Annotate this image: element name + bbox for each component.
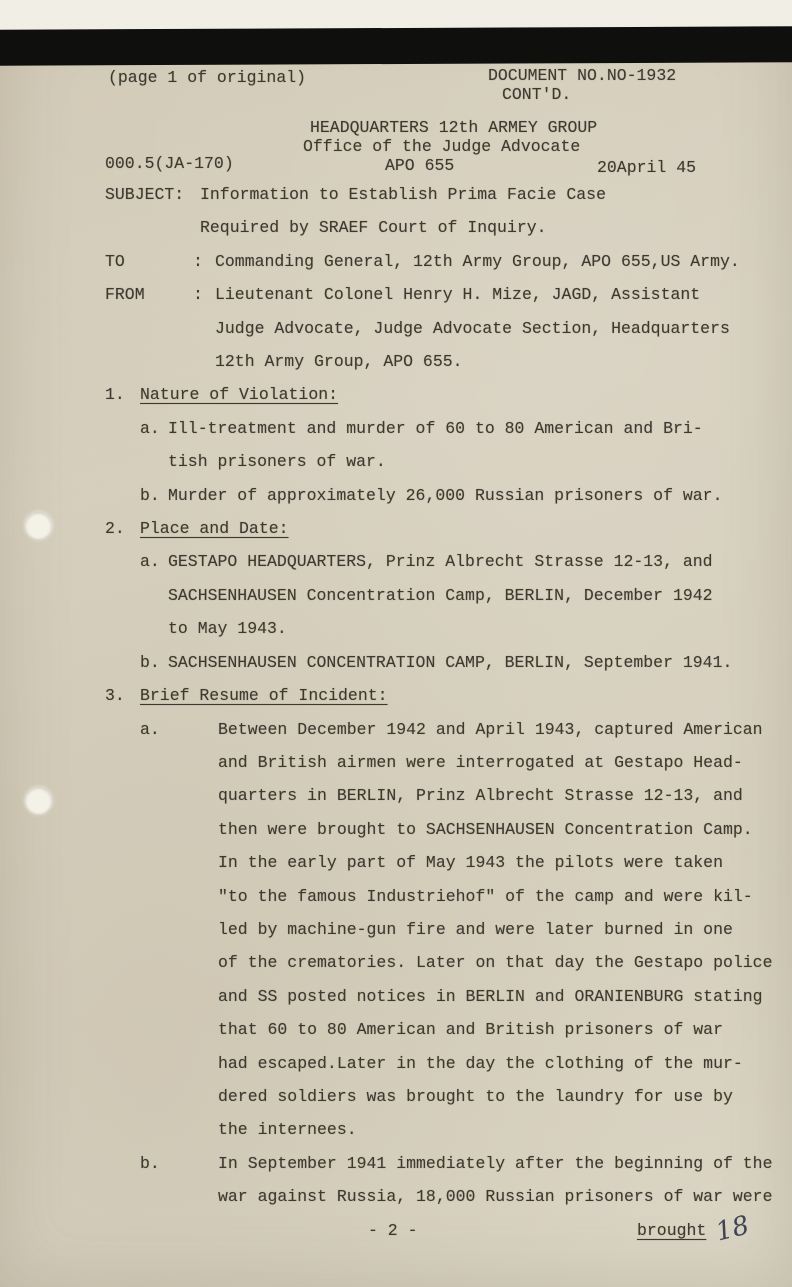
letterhead-apo: APO 655 [385, 156, 455, 175]
section-heading [105, 378, 777, 411]
hole-punch [25, 787, 52, 814]
to-separator: : [193, 251, 203, 271]
page-note: (page 1 of original) [108, 68, 307, 87]
handwritten-note: 18 [712, 1210, 753, 1248]
subject-text [200, 178, 606, 245]
document-contd: CONT'D. [502, 85, 572, 104]
to-value: Commanding General, 12th Army Group, APO 655,US Army. [215, 251, 740, 271]
to-label: TO [105, 251, 125, 271]
text-line: and SS posted notices in BERLIN and ORANIENBURG stating [218, 986, 763, 1006]
text-line: dered soldiers was brought to the laundry for use by [218, 1086, 733, 1106]
item-label: b. [140, 485, 160, 505]
section-heading [105, 512, 777, 545]
from-label: FROM [105, 285, 145, 305]
section-number: 1. [105, 385, 125, 405]
text-line: led by machine-gun fire and were later burned in one [218, 919, 733, 939]
section-title: Brief Resume of Incident: [140, 686, 388, 706]
item-label: b. [140, 652, 160, 672]
from-line: Lieutenant Colonel Henry H. Mize, JAGD, Assistant [215, 285, 701, 305]
text-line: then were brought to SACHSENHAUSEN Concentration Camp. [218, 819, 753, 839]
text-line: of the crematories. Later on that day the Gestapo police [218, 953, 773, 973]
section-title: Nature of Violation: [140, 385, 339, 405]
from-separator: : [193, 285, 203, 305]
list-item [140, 479, 777, 512]
text-line: SACHSENHAUSEN Concentration Camp, BERLIN, December 1942 [168, 585, 713, 605]
letterhead-org: HEADQUARTERS 12th ARMEY GROUP [310, 118, 598, 137]
from-text [215, 278, 730, 378]
text-line: Between December 1942 and April 1943, captured American [218, 719, 763, 739]
text-line: Ill-treatment and murder of 60 to 80 American and Bri- [168, 418, 703, 438]
document-number: DOCUMENT NO.NO-1932 [488, 66, 677, 85]
from-line: Judge Advocate, Judge Advocate Section, Headquarters [215, 318, 730, 338]
item-text [218, 1147, 773, 1214]
text-line: Murder of approximately 26,000 Russian prisoners of war. [168, 485, 723, 505]
from-line: 12th Army Group, APO 655. [215, 352, 463, 372]
section-number: 2. [105, 519, 125, 539]
item-label: a. [140, 552, 160, 572]
subject-row [105, 178, 777, 245]
page-number: - 2 - [368, 1221, 418, 1240]
text-line: GESTAPO HEADQUARTERS, Prinz Albrecht Strasse 12-13, and [168, 552, 713, 572]
item-label: a. [140, 418, 160, 438]
text-line: SACHSENHAUSEN CONCENTRATION CAMP, BERLIN, September 1941. [168, 652, 733, 672]
list-item [140, 646, 777, 679]
document-body [105, 178, 777, 1214]
section-heading [105, 679, 777, 712]
subject-label: SUBJECT: [105, 185, 185, 204]
file-reference: 000.5(JA-170) [105, 154, 234, 173]
text-line: "to the famous Industriehof" of the camp and were kil- [218, 886, 753, 906]
text-line: to May 1943. [168, 619, 287, 639]
catchword: brought [637, 1221, 707, 1240]
scan-edge [0, 26, 792, 66]
from-row [105, 278, 777, 378]
item-label: b. [140, 1153, 160, 1173]
text-line: In the early part of May 1943 the pilots were taken [218, 853, 723, 873]
text-line: war against Russia, 18,000 Russian prisoners of war were [218, 1187, 773, 1207]
list-item [140, 713, 777, 1147]
subject-line: Required by SRAEF Court of Inquiry. [200, 218, 547, 238]
text-line: that 60 to 80 American and British prisoners of war [218, 1020, 723, 1040]
list-item [140, 1147, 777, 1214]
section-number: 3. [105, 686, 125, 706]
text-line: and British airmen were interrogated at Gestapo Head- [218, 752, 743, 772]
scan-background-strip [0, 0, 792, 30]
item-label: a. [140, 719, 160, 739]
text-line: In September 1941 immediately after the beginning of the [218, 1153, 773, 1173]
item-text [168, 545, 713, 645]
text-line: the internees. [218, 1120, 357, 1140]
section-title: Place and Date: [140, 519, 289, 539]
document-date: 20April 45 [597, 158, 697, 177]
text-line: quarters in BERLIN, Prinz Albrecht Strasse 12-13, and [218, 786, 743, 806]
list-item [140, 545, 777, 645]
list-item [140, 412, 777, 479]
item-text [168, 412, 703, 479]
letterhead [303, 118, 597, 175]
letterhead-office: Office of the Judge Advocate [303, 137, 581, 156]
item-text [168, 479, 723, 512]
text-line: had escaped.Later in the day the clothing of the mur- [218, 1053, 743, 1073]
subject-line: Information to Establish Prima Facie Case [200, 185, 606, 204]
document-number-block [488, 66, 676, 104]
item-text [168, 646, 732, 679]
text-line: tish prisoners of war. [168, 452, 386, 472]
item-text [218, 713, 773, 1147]
to-row [105, 245, 777, 278]
hole-punch [25, 512, 52, 539]
